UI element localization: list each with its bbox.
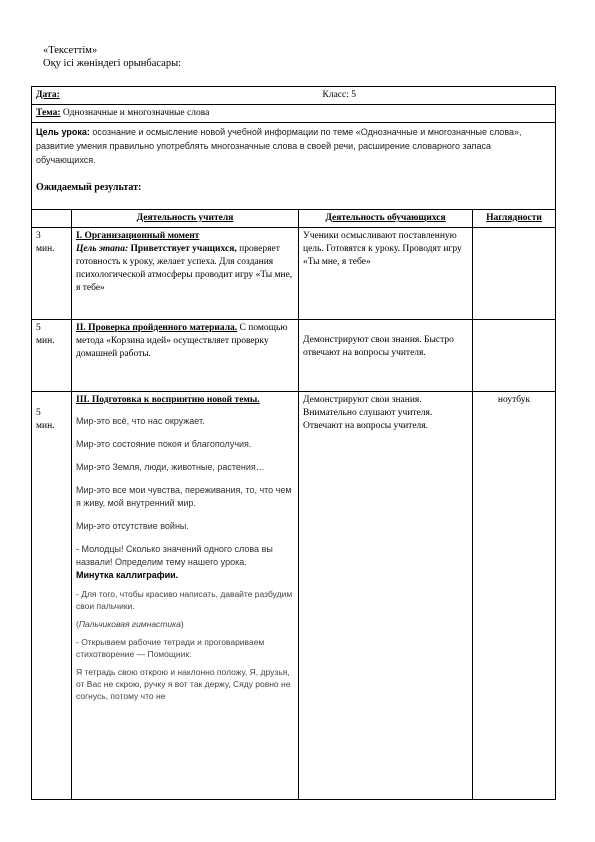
notebooks-text: - Открываем рабочие тетради и проговариваем стихотворение — Помощник:: [76, 637, 265, 659]
paragraph: Мир-это всё, что нас окружает.: [76, 416, 205, 426]
goal-text: осознание и осмысление новой учебной информации по теме «Однозначные и многозначные слова», развитие умения правильно употреблять многозначные слова в своей речи, расширение словарного запаса обучающихся.: [36, 127, 522, 165]
stage-minutes: 5 мин.: [32, 392, 72, 800]
visual-column-header: Наглядности: [473, 210, 556, 228]
date-label: Дата:: [36, 90, 60, 100]
stage-minutes: 5 мин.: [32, 320, 72, 392]
goal-row: [32, 123, 556, 210]
student-activity: Ученики осмысливают поставленную цель. Готовятся к уроку. Проводят игру «Ты мне, я тебе»: [299, 228, 473, 320]
student-column-header: Деятельность обучающихся: [299, 210, 473, 228]
topic-label: Тема:: [36, 108, 61, 118]
paragraph: Мир-это Земля, люди, животные, растения…: [76, 462, 265, 472]
poem-text: Я тетрадь свою открою и наклонно положу, Я, друзья, от Вас не скрою, ручку я вот так держу, Сяду ровно не согнусь, потому что не: [76, 667, 291, 701]
deputy-line: Оқу ісі жөніндегі орынбасары:: [43, 58, 182, 69]
calligraphy-heading: Минутка каллиграфии.: [76, 570, 179, 580]
topic-row: [32, 105, 556, 123]
student-activity: Демонстрируют свои знания. Внимательно слушают учителя. Отвечают на вопросы учителя.: [299, 392, 473, 800]
visual-aids: [473, 320, 556, 392]
lesson-goal: [36, 125, 551, 167]
expected-result-label: Ожидаемый результат:: [36, 182, 142, 193]
praise-text: - Молодцы! Сколько значений одного слова вы назвали! Определим тему нашего урока.: [76, 544, 273, 567]
stage-title: II. Проверка пройденного материала.: [76, 323, 238, 333]
stage-minutes: 3 мин.: [32, 228, 72, 320]
stage-title: III. Подготовка к восприятию новой темы.: [76, 395, 260, 405]
topic-value: Однозначные и многозначные слова: [60, 108, 210, 118]
paragraph: Мир-это все мои чувства, переживания, то, что чем я живу, мой внутренний мир.: [76, 485, 292, 508]
teacher-activity: I. Организационный момент Цель этапа: Приветствует учащихся, проверяет готовность к уроку, желает успеха. Для создания психологической атмосферы проводит игру «Ты мне, я тебе»: [72, 228, 299, 320]
visual-aids: ноутбук: [473, 392, 556, 800]
date-row: [32, 87, 556, 105]
student-activity: Демонстрируют свои знания. Быстро отвечают на вопросы учителя.: [299, 320, 473, 392]
gymnastics-note: (Пальчиковая гимнастика): [76, 619, 184, 629]
class-label: Класс: 5: [322, 90, 356, 100]
stage-title: I. Организационный момент: [76, 231, 200, 241]
calligraphy-text: - Для того, чтобы красиво написать, давайте разбудим свои пальчики.: [76, 589, 293, 611]
column-header-row: [32, 210, 556, 228]
teacher-activity: II. Проверка пройденного материала. С помощью метода «Корзина идей» осуществляет проверку домашней работы.: [72, 320, 299, 392]
stage-row: [32, 228, 556, 320]
goal-label: Цель урока:: [36, 127, 90, 137]
paragraph: Мир-это состояние покоя и благополучия.: [76, 439, 252, 449]
stage-row: [32, 320, 556, 392]
teacher-column-header: Деятельность учителя: [72, 210, 299, 228]
lesson-plan-table: [31, 86, 556, 800]
approval-line: «Тексеттім»: [43, 45, 98, 56]
stage-row: [32, 392, 556, 800]
visual-aids: [473, 228, 556, 320]
approval-header: [43, 44, 181, 70]
paragraph: Мир-это отсутствие войны.: [76, 521, 189, 531]
teacher-activity: [72, 392, 299, 800]
stage-goal-label: Цель этапа:: [76, 244, 129, 254]
